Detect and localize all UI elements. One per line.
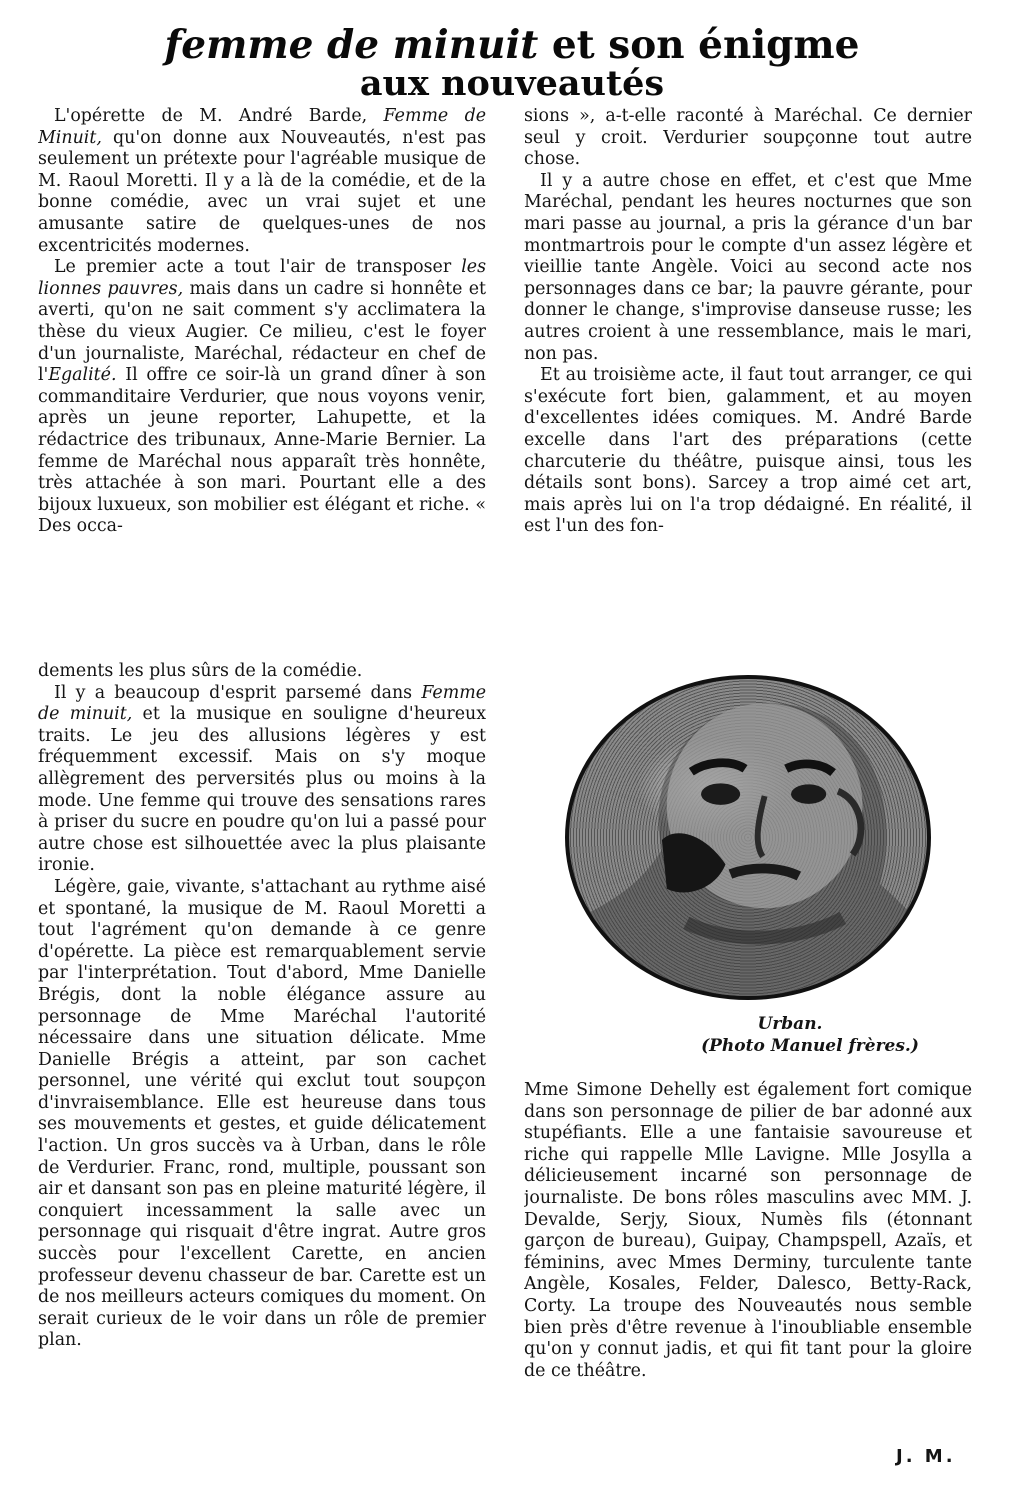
text-run: et la musique en souligne d'heureux traits. Le jeu des allusions légères y est fréquemment excessif. Mais on s'y moque allègrement des perversités plus ou moins à la mode. Une femme qui trouve des sensations rares à priser du sucre en poudre qu'on lui a passé pour autre chose est silhouettée avec la plus plaisante ironie.: [38, 704, 486, 876]
portrait-photo: [565, 675, 931, 1000]
caption-credit: (Photo Manuel frères.): [701, 1036, 919, 1056]
paragraph: [38, 106, 486, 257]
italic-title: Egalité.: [48, 365, 117, 386]
italic-title: Femme de Minuit,: [38, 106, 486, 148]
headline-line-1: [30, 22, 994, 68]
text-run: mais dans un cadre si honnête et averti, qu'on ne sait comment s'y acclimatera la thèse du vieux Augier. Ce milieu, c'est le foyer d'un journaliste, Maréchal, rédacteur en chef de l': [38, 278, 486, 386]
text-run: qu'on donne aux Nouveautés, n'est pas seulement un prétexte pour l'agréable musique de M. Raoul Moretti. Il y a là de la comédie, et de la bonne comédie, avec un vrai sujet et une amusante satire de quelques-unes de nos excentricités modernes.: [38, 127, 486, 256]
article-column-2: [524, 106, 972, 626]
paragraph: Légère, gaie, vivante, s'attachant au rythme aisé et spontané, la musique de M. Raoul Moretti a tout l'agrément qu'on demande à ce genre d'opérette. La pièce est remarquablement servie par l'interprétation. Tout d'abord, Mme Danielle Brégis, dont la noble élégance assure au personnage de Mme Maréchal l'autorité nécessaire dans une situation délicate. Mme Danielle Brégis a atteint, par son cachet personnel, une vérité qui exclut tout soupçon d'invraisemblance. Elle est heureuse dans tous ses mouvements et gestes, et guide délicatement l'action. Un gros succès va à Urban, dans le rôle de Verdurier. Franc, rond, multiple, poussant son air et dansant son pas en pleine maturité légère, il conquiert incessamment la salle avec un personnage qui risquait d'être ingrat. Autre gros succès pour l'excellent Carette, en ancien professeur devenu chasseur de bar. Carette est un de nos meilleurs acteurs comiques du moment. On serait curieux de le voir dans un rôle de premier plan.: [38, 876, 486, 1351]
italic-title: les lionnes pauvres,: [38, 257, 486, 299]
portrait-illustration: [569, 679, 927, 996]
text-run: Il offre ce soir-là un grand dîner à son commanditaire Verdurier, que nous voyons venir, après un jeune reporter, Lahupette, et la rédactrice des tribunaux, Anne-Marie Bernier. La femme de Maréchal nous apparaît très honnête, très attachée à son mari. Pourtant elle a des bijoux luxueux, son mobilier est élégant et riche. « Des occa-: [38, 365, 486, 537]
headline-title-italic: femme de minuit: [164, 22, 539, 68]
headline-title-rest: et son énigme: [538, 22, 860, 68]
paragraph: sions », a-t-elle raconté à Maréchal. Ce dernier seul y croit. Verdurier soupçonne tout autre chose.: [524, 106, 972, 170]
paragraph: [38, 683, 486, 877]
paragraph: Et au troisième acte, il faut tout arranger, ce qui s'exécute fort bien, galamment, et au moyen d'excellentes idées comiques. M. André Barde excelle dans l'art des préparations (cette charcuterie du théâtre, puisque ainsi, tous les détails sont bons). Sarcey a trop aimé cet art, mais après lui on l'a trop dédaigné. En réalité, il est l'un des fon-: [524, 365, 972, 537]
paragraph: [38, 257, 486, 538]
text-run: Il y a beaucoup d'esprit parsemé dans: [54, 682, 422, 703]
text-run: Le premier acte a tout l'air de transposer: [54, 257, 462, 278]
article-column-1: [38, 106, 486, 626]
article-column-3: [38, 661, 486, 1481]
article-column-4: [524, 1080, 972, 1460]
headline-line-2: aux nouveautés: [359, 63, 665, 104]
caption-name: Urban.: [757, 1014, 823, 1034]
photo-caption: [660, 1013, 960, 1057]
paragraph: Mme Simone Dehelly est également fort comique dans son personnage de pilier de bar adonné aux stupéfiants. Elle a une fantaisie savoureuse et riche qui rappelle Mlle Lavigne. Mlle Josylla a délicieusement incarné son personnage de journaliste. De bons rôles masculins avec MM. J. Devalde, Serjy, Sioux, Numès fils (étonnant garçon de bureau), Guipay, Champspell, Azaïs, et féminins, avec Mmes Derminy, turculente tante Angèle, Kosales, Felder, Dalesco, Betty-Rack, Corty. La troupe des Nouveautés nous semble bien près d'être revenue à l'inoubliable ensemble qu'on y connut jadis, et qui fit tant pour la gloire de ce théâtre.: [524, 1080, 972, 1381]
paragraph: dements les plus sûrs de la comédie.: [38, 661, 363, 681]
paragraph: Il y a autre chose en effet, et c'est que Mme Maréchal, pendant les heures nocturnes que son mari passe au journal, a pris la gérance d'un bar montmartrois pour le compte d'un assez légère et vieillie tante Angèle. Voici au second acte nos personnages dans ce bar; la pauvre gérante, pour donner le change, s'improvise danseuse russe; les autres croient à une ressemblance, mais le mari, non pas.: [524, 170, 972, 364]
author-signature: J. M.: [896, 1446, 956, 1467]
italic-title: Femme de minuit,: [38, 682, 486, 725]
text-run: L'opérette de M. André Barde,: [54, 106, 384, 126]
